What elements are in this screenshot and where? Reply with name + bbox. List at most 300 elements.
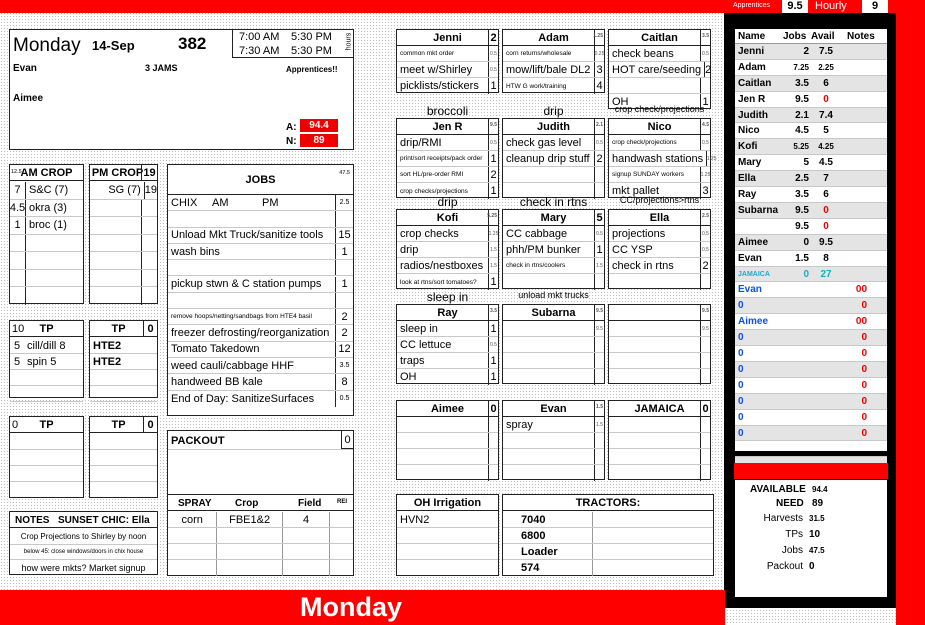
person-task-hours: 1.25 [488, 226, 498, 241]
tp-row [90, 450, 157, 466]
roster-row [735, 346, 887, 362]
roster-name: 0 [738, 411, 744, 423]
person-task-hours: 1.25 [706, 151, 716, 166]
roster-avail: 4.25 [818, 142, 834, 152]
roster-notes: 0 [861, 411, 867, 423]
oh-irrigation-row [397, 512, 498, 528]
person-task: handwash stations [612, 152, 704, 165]
apprentices-note: Apprentices!! [286, 65, 338, 74]
roster-avail: 7.5 [819, 45, 833, 57]
tp-row [10, 338, 83, 354]
person-task: common mkt order [400, 50, 455, 57]
person-task: OH [612, 96, 629, 108]
pm-crop-row [90, 217, 157, 235]
pm-crop-row [90, 182, 157, 200]
person-task-row [609, 226, 710, 242]
person-card-header [609, 30, 710, 46]
job-text: CHIX [171, 196, 198, 209]
person-hours: 3.5 [702, 33, 709, 39]
person-task: HOT care/seeding [612, 63, 702, 76]
roster-row [735, 44, 887, 60]
person-card-header [397, 30, 498, 46]
roster-row [735, 330, 887, 346]
person-task-row [609, 274, 710, 290]
person-task-hours: 0.5 [700, 242, 710, 257]
person-card [608, 118, 717, 198]
tractor-row [503, 544, 713, 560]
person-name: Evan [540, 402, 567, 415]
pm-crop-hours: 19 [144, 182, 157, 199]
am-crop-row [10, 200, 83, 218]
person-task-hours: 0.5 [594, 226, 604, 241]
person-card [502, 118, 605, 198]
job-row [168, 260, 353, 276]
roster-jobs: 1.5 [795, 252, 809, 264]
roster-jobs: 5.25 [793, 142, 809, 152]
person-task-row [397, 258, 498, 274]
person-task-row [503, 433, 604, 449]
person-task: HTW G work/training [506, 82, 567, 90]
spray-cell [283, 560, 330, 576]
roster-avail: 4.5 [819, 157, 833, 169]
roster-name: Nico [738, 125, 760, 137]
roster-name: 0 [738, 332, 744, 344]
person-task: OH [400, 371, 417, 383]
person-task-row [609, 433, 710, 449]
person-task-hours: 9.5 [594, 321, 604, 336]
tp-row [10, 450, 83, 466]
pm-crop-hours [141, 270, 157, 287]
roster-avail: 7.4 [819, 109, 833, 121]
tp-row [10, 434, 83, 450]
roster-jobs: 9.5 [795, 220, 809, 232]
person-task-row [397, 167, 498, 183]
card-context-label: unload mkt trucks [518, 290, 589, 300]
person-task: signup SUNDAY workers [612, 171, 685, 178]
am-crop-row [10, 235, 83, 253]
card-context-label: crop check/projections [614, 104, 705, 114]
job-pm-label: PM [262, 196, 279, 209]
roster-row [735, 283, 887, 299]
person-name: Jen R [432, 120, 463, 133]
roster-notes-header: Notes [847, 31, 875, 42]
roster-jobs: 7.25 [793, 62, 809, 72]
person-name: Kofi [436, 211, 459, 224]
person-task-hours: 1 [594, 242, 604, 257]
note-row [10, 529, 157, 545]
person-task-row [503, 274, 604, 290]
tp-qty: 5 [13, 339, 21, 352]
am-crop-title: AM CROP [20, 166, 73, 179]
person-card [396, 209, 499, 289]
job-text: remove hoops/netting/sandbags from HTE4 basil [171, 313, 312, 321]
spray-cell [217, 560, 282, 576]
tractor-name: 574 [503, 560, 593, 576]
person-task: radios/nestboxes [400, 259, 484, 272]
summary-value: 10 [809, 529, 821, 540]
packout-title: PACKOUT [171, 435, 225, 447]
job-text: wash bins [171, 245, 220, 258]
person-task: traps [400, 354, 425, 367]
person-task-hours: 3 [594, 62, 604, 77]
footer-day: Monday [300, 592, 403, 622]
packout-box [167, 430, 354, 498]
tp1-right-count: 0 [143, 321, 157, 337]
tp1-left-box [9, 320, 84, 398]
shift-end-2: 5:30 PM [291, 45, 332, 57]
person-card-header [609, 210, 710, 226]
person-job-count: 5 [594, 210, 604, 226]
roster-avail: 0 [855, 284, 862, 296]
roster-notes: 0 [861, 316, 867, 328]
job-row [168, 211, 353, 227]
person-task-row [397, 62, 498, 78]
person-task: CC YSP [612, 243, 653, 256]
notes-header [10, 512, 157, 528]
person-task-row [609, 417, 710, 433]
am-crop-row [10, 182, 83, 200]
person-task-row [397, 242, 498, 258]
person-task-row [609, 62, 710, 78]
roster-name: 0 [738, 300, 744, 312]
card-context-label: drip [437, 195, 458, 209]
job-row [168, 277, 353, 293]
person-card-header [503, 30, 604, 46]
roster-row [735, 298, 887, 314]
summary-value: 31.5 [809, 514, 825, 523]
summary-value: 47.5 [809, 546, 825, 555]
person-name: Judith [537, 120, 570, 133]
person-task-hours: 0.5 [700, 226, 710, 241]
person-name: Ella [649, 211, 670, 224]
person-name: Caitlan [641, 31, 678, 44]
note-text: how were mkts? Market signup [21, 562, 146, 573]
person-task-hours [700, 353, 710, 368]
job-row [168, 391, 353, 407]
spray-cell [217, 528, 282, 543]
jobs-total: 47.5 [339, 170, 350, 176]
person-card-header [609, 305, 710, 321]
summary-available-label: AVAILABLE [750, 484, 806, 495]
person-card-header [503, 305, 604, 321]
spray-cell: corn [168, 512, 217, 527]
person-task-row [397, 353, 498, 369]
am-crop-item: S&C (7) [29, 184, 69, 197]
oh-irrigation-title: OH Irrigation [413, 496, 482, 509]
person-card-header [397, 401, 498, 417]
tp1-left-header [10, 321, 83, 337]
person-task-hours: 1.5 [594, 417, 604, 432]
am-crop-count: 12.5 [11, 169, 22, 175]
person-task-row [609, 337, 710, 353]
person-task-hours [594, 465, 604, 481]
tp-row [10, 354, 83, 370]
job-text: End of Day: SanitizeSurfaces [171, 392, 315, 405]
roster-name: Jen R [738, 93, 766, 105]
person-task: phh/PM bunker [506, 243, 581, 256]
person-task-hours: 1 [488, 321, 498, 336]
roster-name-header: Name [738, 31, 766, 42]
person-task-hours [700, 449, 710, 464]
person-task: crop check/projections [612, 139, 677, 146]
job-text: Unload Mkt Truck/sanitize tools [171, 229, 324, 242]
avail-value: 94.4 [300, 119, 338, 132]
person-task: drip [400, 243, 419, 256]
tp-location: HTE2 [93, 355, 122, 368]
roster-notes: 0 [861, 395, 867, 407]
roster-row [735, 426, 887, 442]
time-grid [232, 30, 354, 58]
tp-location: HTE2 [93, 339, 122, 352]
tp-row [90, 466, 157, 482]
person-task-row [503, 242, 604, 258]
person-task-hours: 1.25 [700, 167, 710, 182]
person-task-row [609, 449, 710, 465]
roster-avail: 8 [823, 252, 829, 264]
job-hours: 15 [335, 228, 353, 243]
person-card [502, 209, 605, 289]
person-name: Aimee [430, 402, 465, 415]
person-task-hours: 0.5 [488, 62, 498, 77]
person-task-hours [594, 167, 604, 182]
oh-irrigation-row [397, 560, 498, 576]
person-task-hours: 0.5 [700, 135, 710, 150]
roster-row [735, 203, 887, 219]
tp2-left-header [10, 417, 83, 433]
person-card [396, 29, 499, 93]
roster-jobs: 3.5 [795, 189, 809, 201]
tractor-name: 6800 [503, 528, 593, 543]
tp-qty: 5 [13, 355, 21, 368]
roster-avail: 27 [820, 268, 832, 280]
tp1-right-title: TP [111, 322, 126, 335]
person-task-row [503, 258, 604, 274]
job-text: handweed BB kale [171, 375, 263, 388]
note-row [10, 560, 157, 576]
roster-row [735, 108, 887, 124]
person-task-hours: 0.25 [594, 46, 604, 61]
roster-jobs: 0 [803, 268, 809, 280]
person-task-hours [594, 353, 604, 368]
roster-avail: 0 [823, 204, 829, 216]
roster-name: 0 [738, 395, 744, 407]
roster-notes: 0 [861, 284, 867, 296]
right-red-strip [896, 0, 925, 625]
person-task-hours: 1 [488, 274, 498, 290]
person-task-row [609, 321, 710, 337]
summary-need-value: 89 [812, 498, 824, 509]
tractors-header [503, 495, 713, 511]
shift-start-2: 7:30 AM [239, 45, 280, 57]
person-task: check in rtns [612, 259, 674, 272]
am-crop-item: broc (1) [29, 219, 67, 232]
person-task: CC cabbage [506, 227, 568, 240]
roster-jobs: 2.1 [795, 109, 809, 121]
person-task-row [609, 78, 710, 94]
tp1-left-title: TP [39, 322, 54, 335]
job-hours [335, 260, 353, 275]
person-task-row [609, 151, 717, 167]
roster-name: 0 [738, 379, 744, 391]
am-crop-qty [10, 252, 26, 269]
notes-box [9, 511, 158, 575]
job-hours: 1 [335, 244, 353, 259]
roster-notes: 0 [861, 427, 867, 439]
spray-cell [330, 544, 353, 559]
spray-row [168, 528, 353, 544]
person-task-row [609, 242, 710, 258]
spray-cell [283, 544, 330, 559]
person-task-row [397, 337, 498, 353]
pm-crop-box [89, 164, 158, 304]
person-task-row [609, 135, 710, 151]
person-task-hours: 1.5 [594, 258, 604, 273]
tp-row [90, 386, 157, 402]
person-task-row [609, 46, 710, 62]
roster-name: 0 [738, 363, 744, 375]
packout-divider [168, 449, 353, 450]
person-hours: 5.25 [487, 213, 497, 219]
roster-row [735, 251, 887, 267]
pm-crop-hours [141, 235, 157, 252]
tp-item: cill/dill 8 [27, 339, 66, 352]
roster-jobs: 9.5 [795, 204, 809, 216]
person-task-row [397, 274, 498, 290]
roster-row [735, 394, 887, 410]
pm-crop-hours [141, 217, 157, 234]
person-task-hours [594, 449, 604, 464]
person-card [502, 29, 605, 93]
person-task-row [397, 135, 498, 151]
job-text: freezer defrosting/reorganization [171, 327, 330, 340]
tp2-right-count: 0 [143, 417, 157, 433]
summary-label: Packout [766, 561, 803, 572]
apprentices-label: Apprentices [733, 2, 770, 9]
spray-cell [217, 544, 282, 559]
pm-crop-row [90, 200, 157, 218]
pm-crop-hours [141, 287, 157, 305]
tp2-right-box [89, 416, 158, 498]
person-name: Nico [647, 120, 672, 133]
person-aimee: Aimee [13, 93, 44, 104]
card-context-label: CC/projections>rtns [619, 195, 700, 205]
spray-cell [330, 528, 353, 543]
roster-avail: 5 [823, 125, 829, 137]
person-task-hours [594, 369, 604, 385]
person-card-header [503, 401, 604, 417]
person-hours: 9.5 [490, 122, 497, 128]
roster-name: Aimee [738, 236, 769, 248]
roster-jobs: 9.5 [795, 93, 809, 105]
person-task-hours: 1.5 [488, 242, 498, 257]
person-task-hours [488, 465, 498, 481]
tp2-right-header [90, 417, 157, 433]
roster-name: Judith [738, 109, 768, 121]
roster-notes: 0 [861, 332, 867, 344]
spray-cell: 4 [283, 512, 330, 527]
note-text: Crop Projections to Shirley by noon [20, 531, 147, 541]
person-task-row [503, 417, 604, 433]
spray-cell [283, 528, 330, 543]
job-row [168, 342, 353, 358]
spray-row [168, 560, 353, 576]
am-crop-qty [10, 270, 26, 287]
am-crop-row [10, 217, 83, 235]
roster-avail: 6 [823, 189, 829, 201]
tractor-row [503, 528, 713, 544]
person-task-hours: 2 [705, 63, 712, 76]
card-context-label: check in rtns [519, 195, 588, 209]
pm-crop-row [90, 252, 157, 270]
person-task: check beans [612, 47, 674, 60]
roster-name: Ella [738, 173, 756, 185]
am-crop-qty: 1 [10, 217, 26, 234]
person-task-hours: 9.5 [700, 321, 710, 336]
person-task-row [503, 46, 604, 62]
roster-avail: 0 [823, 93, 829, 105]
person-task: crop checks [400, 227, 459, 240]
job-row [168, 244, 353, 260]
roster-jobs: 2.5 [795, 173, 809, 185]
spray-cell [330, 512, 353, 527]
person-card-header [503, 119, 604, 135]
job-hours: 2 [335, 325, 353, 340]
roster-row [735, 219, 887, 235]
oh-irrigation-item: HVN2 [400, 513, 430, 526]
person-card [608, 400, 711, 480]
roster-row [735, 378, 887, 394]
card-context-label: broccoli [426, 104, 469, 118]
roster-name: Mary [738, 157, 762, 169]
roster-row [735, 60, 887, 76]
person-task: spray [506, 418, 533, 431]
am-crop-qty: 7 [10, 182, 26, 199]
roster-jobs: 2 [803, 45, 809, 57]
need-value: 89 [300, 134, 338, 147]
person-task-hours [594, 433, 604, 448]
job-hours: 2.5 [335, 195, 353, 210]
person-card-header [503, 210, 604, 226]
person-card [396, 118, 499, 198]
person-card-header [397, 210, 498, 226]
roster-avail: 6 [823, 77, 829, 89]
tp1-right-box [89, 320, 158, 398]
job-hours: 12 [335, 342, 353, 357]
tp-row [10, 482, 83, 498]
hours-label: hours [345, 32, 353, 51]
roster-name: Subarna [738, 204, 779, 216]
job-row [168, 374, 353, 390]
roster-header [735, 29, 887, 44]
spray-crop-col: Crop [235, 498, 259, 509]
person-task-row [397, 465, 498, 481]
pm-crop-row [90, 270, 157, 288]
person-card [608, 209, 711, 289]
person-task-row [609, 369, 710, 385]
roster-row [735, 410, 887, 426]
roster-avail: 7 [823, 173, 829, 185]
tp-row [10, 386, 83, 402]
tp-row [90, 482, 157, 498]
roster-row [735, 187, 887, 203]
am-crop-row [10, 270, 83, 288]
shift-end-1: 5:30 PM [291, 31, 332, 43]
spray-cell [168, 560, 217, 576]
roster-avail: 0 [823, 220, 829, 232]
roster-name: Adam [738, 61, 766, 73]
person-task-hours: 1 [488, 353, 498, 368]
person-task: sleep in [400, 322, 438, 335]
